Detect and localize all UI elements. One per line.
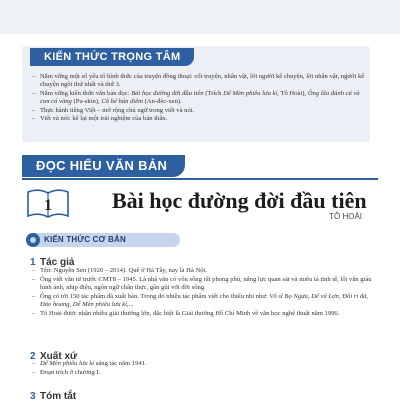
list-item: – Nắm vững kiến thức văn bản đọc: Bài học đường đời đầu tiên (Trích Dế Mèn phiêu lưu kí, Tô Hoài), Ông lão đánh cá và con cá vàng (Pu-skin), Cô bé bán diêm (An-đéc-xen). <box>32 90 366 107</box>
list-item: – Ông viết văn từ trước CMT8 – 1945. Là nhà văn có vốn sống rất phong phú, nắng lực quan sát và miêu tả tinh tế, lối văn giàu hình ảnh, nhịp điệu, ngôn ngữ chân thực, gần gũi với đời sống. <box>32 276 378 293</box>
list-item: – Nắm vững một số yếu tố hình thức của truyện đồng thoại: cốt truyện, nhân vật, lời người kể chuyện, lời nhân vật, người kể chuyện ngôi thứ nhất và thứ 3. <box>32 73 366 90</box>
header-band <box>0 0 400 34</box>
list-item: – Tô Hoài được nhận nhiều giải thưởng lớn, đặc biệt là Giải thưởng Hồ Chí Minh về văn học nghệ thuật năm 1996. <box>32 310 378 319</box>
bullet-circle-icon <box>26 233 40 247</box>
author-heading: 1 Tác giả <box>30 257 75 268</box>
list-item: – Tên: Nguyễn Sen (1920 – 2014). Quê ở Hà Tây, nay là Hà Nội. <box>32 267 378 276</box>
author-list <box>32 267 378 319</box>
key-knowledge-list <box>32 73 366 123</box>
origin-heading: 2 Xuất xứ <box>30 351 78 362</box>
open-book-icon <box>26 188 70 220</box>
list-item: – Đoạn trích ở chương I. <box>32 369 378 378</box>
basics-title: KIẾN THỨC CƠ BẢN <box>44 235 126 244</box>
lesson-number: 1 <box>44 197 52 214</box>
list-item: – Viết và nói: kể lại một trải nghiệm của bản thân. <box>32 115 366 123</box>
section-title: ĐỌC HIỂU VĂN BẢN <box>22 155 185 177</box>
lesson-title: Bài học đường đời đầu tiên <box>112 188 367 213</box>
key-knowledge-title: KIẾN THỨC TRỌNG TÂM <box>30 48 194 66</box>
list-item: – Dế Mèn phiêu lưu kí sáng tác năm 1941. <box>32 360 378 369</box>
list-item: – Thực hành tiếng Việt – mở rộng chủ ngữ trong viết và nói. <box>32 107 366 115</box>
summary-heading: 3 Tóm tắt <box>30 391 77 400</box>
list-item: – Ông có tới 150 tác phẩm đã xuất bản. Trong đó nhiều tác phẩm viết cho thiếu nhi như: Võ sĩ Bọ Ngựa, Dế vá Lợn, Đôi ri đá, Đảo hoang, Dế Mèn phiêu lưu kí,... <box>32 293 378 310</box>
section-divider <box>22 178 378 180</box>
origin-list <box>32 360 378 377</box>
lesson-author: TÔ HOÀI <box>329 212 362 221</box>
